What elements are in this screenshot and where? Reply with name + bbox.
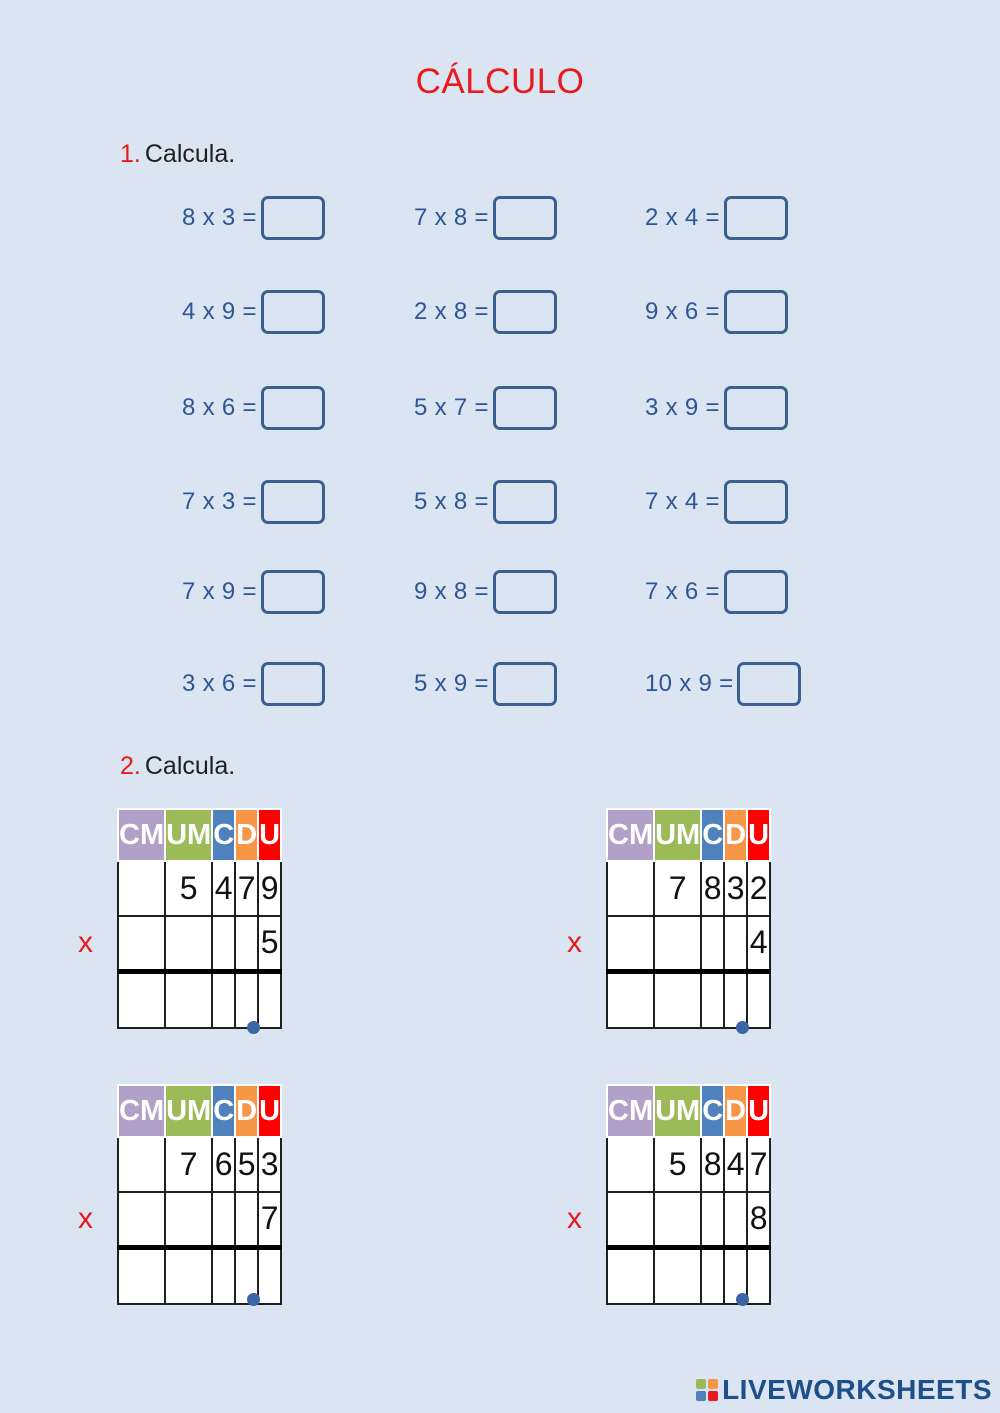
- separator-dot: [736, 1293, 749, 1306]
- answer-box[interactable]: [493, 290, 557, 334]
- result-cell[interactable]: [165, 1247, 212, 1304]
- answer-box[interactable]: [724, 196, 788, 240]
- answer-box[interactable]: [493, 662, 557, 706]
- result-cell[interactable]: [165, 971, 212, 1028]
- multiplicand-cell: 4: [724, 1137, 747, 1192]
- multiplicand-cell: 8: [701, 1137, 724, 1192]
- result-cell[interactable]: [724, 971, 747, 1028]
- answer-box[interactable]: [724, 480, 788, 524]
- problem-expression: 9 x 8 =: [414, 578, 489, 605]
- problem-7: [182, 386, 325, 430]
- answer-box[interactable]: [493, 386, 557, 430]
- multiplier-cell: [724, 916, 747, 971]
- multiplier-cell: [654, 1192, 701, 1247]
- multiplicand-cell: 3: [724, 861, 747, 916]
- column-header-c: C: [212, 809, 235, 861]
- column-header-c: C: [212, 1085, 235, 1137]
- multiplicand-cell: [118, 861, 165, 916]
- problem-expression: 3 x 6 =: [182, 670, 257, 697]
- result-cell[interactable]: [607, 1247, 654, 1304]
- column-header-cm: CM: [607, 1085, 654, 1137]
- problem-3: [645, 196, 788, 240]
- separator-dot: [247, 1021, 260, 1034]
- problem-expression: 10 x 9 =: [645, 670, 734, 697]
- problem-2: [414, 196, 557, 240]
- multiplier-cell: [654, 916, 701, 971]
- problem-5: [414, 290, 557, 334]
- logo-tile: [696, 1391, 706, 1401]
- result-cell[interactable]: [118, 1247, 165, 1304]
- logo-tile: [708, 1391, 718, 1401]
- multiplicand-cell: 5: [235, 1137, 258, 1192]
- multiplication-sign: x: [78, 926, 93, 959]
- column-header-d: D: [724, 809, 747, 861]
- multiplier-cell: [235, 916, 258, 971]
- multiplicand-cell: 5: [165, 861, 212, 916]
- multiplication-sign: x: [567, 926, 582, 959]
- multiplier-cell: [118, 916, 165, 971]
- multiplier-cell: [118, 1192, 165, 1247]
- multiplicand-cell: 2: [747, 861, 770, 916]
- problem-expression: 7 x 6 =: [645, 578, 720, 605]
- multiplicand-cell: 5: [654, 1137, 701, 1192]
- answer-box[interactable]: [493, 570, 557, 614]
- result-cell[interactable]: [654, 1247, 701, 1304]
- answer-box[interactable]: [724, 290, 788, 334]
- multiplier-cell: [724, 1192, 747, 1247]
- multiplicand-cell: 9: [258, 861, 281, 916]
- problem-expression: 7 x 8 =: [414, 204, 489, 231]
- column-header-um: UM: [165, 1085, 212, 1137]
- place-value-table: [117, 1084, 282, 1305]
- answer-box[interactable]: [261, 662, 325, 706]
- multiplier-cell: [212, 916, 235, 971]
- multiplier-cell: [701, 916, 724, 971]
- result-cell[interactable]: [701, 1247, 724, 1304]
- place-value-table: [606, 1084, 771, 1305]
- problem-1: [182, 196, 325, 240]
- column-header-d: D: [724, 1085, 747, 1137]
- problem-expression: 3 x 9 =: [645, 394, 720, 421]
- column-header-u: U: [258, 809, 281, 861]
- column-header-u: U: [747, 809, 770, 861]
- column-header-c: C: [701, 809, 724, 861]
- multiplicand-cell: 7: [654, 861, 701, 916]
- result-cell[interactable]: [747, 1247, 770, 1304]
- multiplicand-cell: 6: [212, 1137, 235, 1192]
- section-2-number: 2.: [120, 752, 141, 780]
- result-cell[interactable]: [258, 1247, 281, 1304]
- result-cell[interactable]: [118, 971, 165, 1028]
- answer-box[interactable]: [261, 480, 325, 524]
- result-cell[interactable]: [235, 971, 258, 1028]
- section-2-label: Calcula.: [144, 752, 236, 780]
- multiplicand-cell: 8: [701, 861, 724, 916]
- column-header-u: U: [258, 1085, 281, 1137]
- multiplier-cell: [701, 1192, 724, 1247]
- answer-box[interactable]: [261, 386, 325, 430]
- result-cell[interactable]: [212, 971, 235, 1028]
- column-header-um: UM: [165, 809, 212, 861]
- problem-15: [645, 570, 788, 614]
- problem-6: [645, 290, 788, 334]
- multiplicand-cell: 3: [258, 1137, 281, 1192]
- problem-expression: 7 x 9 =: [182, 578, 257, 605]
- multiplier-cell: 4: [747, 916, 770, 971]
- section-2-heading: [120, 752, 235, 781]
- separator-dot: [247, 1293, 260, 1306]
- place-value-table: [606, 808, 771, 1029]
- problem-expression: 8 x 3 =: [182, 204, 257, 231]
- liveworksheets-logo-icon: [696, 1379, 718, 1401]
- problem-expression: 5 x 7 =: [414, 394, 489, 421]
- problem-16: [182, 662, 325, 706]
- problem-expression: 2 x 4 =: [645, 204, 720, 231]
- problem-expression: 8 x 6 =: [182, 394, 257, 421]
- multiplier-cell: [607, 916, 654, 971]
- page-title: CÁLCULO: [415, 62, 585, 101]
- logo-tile: [708, 1379, 718, 1389]
- result-cell[interactable]: [701, 971, 724, 1028]
- multiplicand-cell: 7: [235, 861, 258, 916]
- answer-box[interactable]: [724, 570, 788, 614]
- answer-box[interactable]: [261, 570, 325, 614]
- answer-box[interactable]: [493, 480, 557, 524]
- answer-box[interactable]: [737, 662, 801, 706]
- result-cell[interactable]: [747, 971, 770, 1028]
- result-cell[interactable]: [212, 1247, 235, 1304]
- multiplication-sign: x: [78, 1202, 93, 1235]
- multiplier-cell: [235, 1192, 258, 1247]
- multiplicand-cell: 7: [165, 1137, 212, 1192]
- problem-expression: 7 x 3 =: [182, 488, 257, 515]
- answer-box[interactable]: [493, 196, 557, 240]
- multiplier-cell: [165, 916, 212, 971]
- problem-13: [182, 570, 325, 614]
- problem-14: [414, 570, 557, 614]
- problem-9: [645, 386, 788, 430]
- problem-8: [414, 386, 557, 430]
- answer-box[interactable]: [261, 290, 325, 334]
- column-header-cm: CM: [118, 809, 165, 861]
- answer-box[interactable]: [261, 196, 325, 240]
- problem-expression: 5 x 9 =: [414, 670, 489, 697]
- multiplier-cell: [212, 1192, 235, 1247]
- separator-dot: [736, 1021, 749, 1034]
- liveworksheets-logo: [696, 1374, 992, 1406]
- problem-4: [182, 290, 325, 334]
- multiplicand-cell: 4: [212, 861, 235, 916]
- section-1-label: Calcula.: [144, 140, 236, 168]
- section-1-heading: [120, 140, 235, 169]
- multiplicand-cell: 7: [747, 1137, 770, 1192]
- column-header-cm: CM: [607, 809, 654, 861]
- result-cell[interactable]: [258, 971, 281, 1028]
- column-header-um: UM: [654, 1085, 701, 1137]
- column-header-d: D: [235, 809, 258, 861]
- problem-expression: 9 x 6 =: [645, 298, 720, 325]
- multiplicand-cell: [118, 1137, 165, 1192]
- result-cell[interactable]: [654, 971, 701, 1028]
- column-header-cm: CM: [118, 1085, 165, 1137]
- problem-expression: 7 x 4 =: [645, 488, 720, 515]
- multiplier-cell: 8: [747, 1192, 770, 1247]
- multiplier-cell: [607, 1192, 654, 1247]
- logo-tile: [696, 1379, 706, 1389]
- column-header-um: UM: [654, 809, 701, 861]
- section-1-number: 1.: [120, 140, 141, 168]
- multiplication-sign: x: [567, 1202, 582, 1235]
- problem-18: [645, 662, 801, 706]
- multiplicand-cell: [607, 861, 654, 916]
- column-header-c: C: [701, 1085, 724, 1137]
- problem-expression: 2 x 8 =: [414, 298, 489, 325]
- problem-17: [414, 662, 557, 706]
- multiplier-cell: 5: [258, 916, 281, 971]
- problem-12: [645, 480, 788, 524]
- column-header-d: D: [235, 1085, 258, 1137]
- multiplicand-cell: [607, 1137, 654, 1192]
- problem-10: [182, 480, 325, 524]
- multiplier-cell: [165, 1192, 212, 1247]
- liveworksheets-logo-text: LIVEWORKSHEETS: [722, 1374, 992, 1405]
- problem-expression: 5 x 8 =: [414, 488, 489, 515]
- column-header-u: U: [747, 1085, 770, 1137]
- multiplier-cell: 7: [258, 1192, 281, 1247]
- place-value-table: [117, 808, 282, 1029]
- problem-11: [414, 480, 557, 524]
- result-cell[interactable]: [607, 971, 654, 1028]
- answer-box[interactable]: [724, 386, 788, 430]
- problem-expression: 4 x 9 =: [182, 298, 257, 325]
